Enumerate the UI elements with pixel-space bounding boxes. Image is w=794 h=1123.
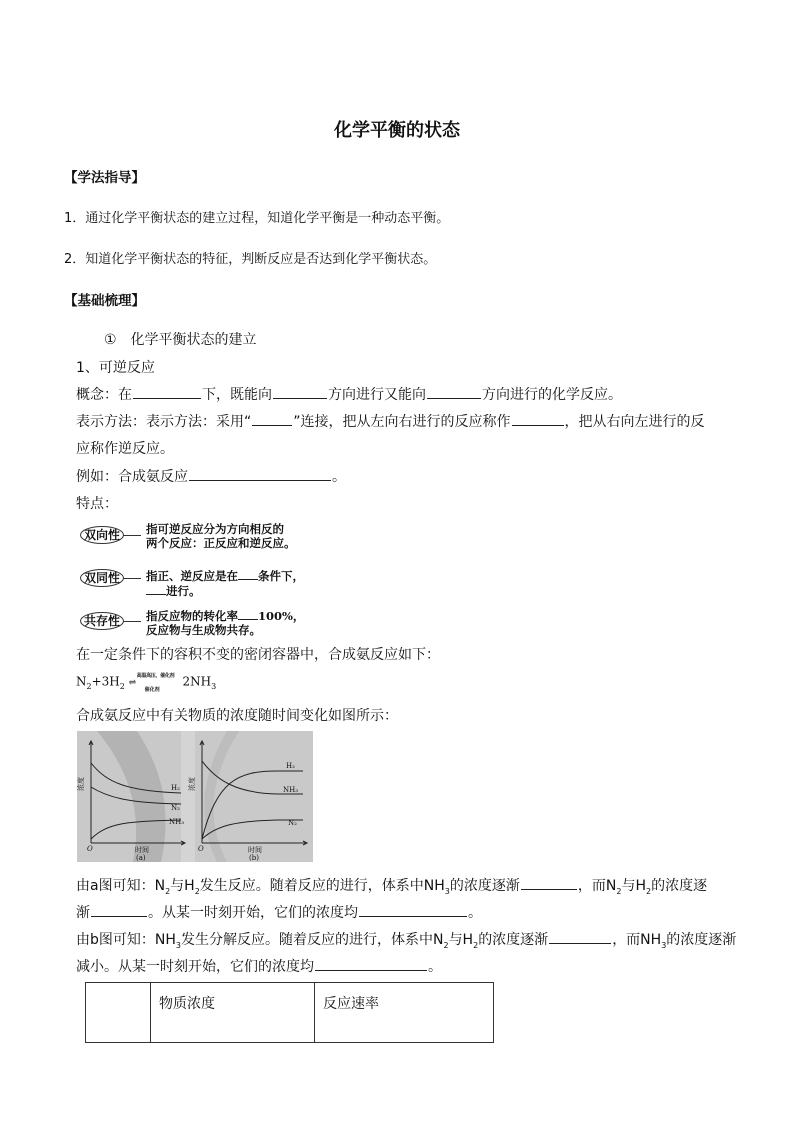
- analysis-a-line-2: 渐 。从某一时刻开始，它们的浓度均 。: [76, 902, 482, 922]
- table-header-rate: 反应速率: [315, 983, 494, 1043]
- blank: [146, 583, 166, 595]
- caption-a: (a): [136, 854, 146, 862]
- blank: [315, 956, 427, 971]
- analysis-b-line-1: 由b图可知：$NH_3$发生分解反应。随着反应的进行，体系中$N_2$与$H_2$的浓度逐渐 ，而$NH_3$的浓度逐渐: [76, 929, 736, 950]
- feature-oval-bidirectional: 双向性: [80, 526, 124, 544]
- blank: [91, 902, 147, 917]
- example-line: 例如：合成氨反应 。: [76, 466, 346, 486]
- blank: [512, 411, 564, 426]
- concentration-time-plots: [77, 731, 313, 862]
- comparison-table: [85, 982, 494, 1043]
- feature-oval-coexistence: 共存性: [80, 612, 124, 630]
- curve-label-b: N₂: [288, 819, 297, 827]
- origin-b: O: [198, 845, 204, 853]
- caption-b: (b): [249, 854, 259, 862]
- curve-label-b: NH₃: [283, 786, 299, 794]
- curve-label-b: H₂: [286, 762, 295, 770]
- curve-label-a: N₂: [171, 804, 180, 812]
- blank: [238, 608, 258, 620]
- condition-line: 在一定条件下的容积不变的密闭容器中，合成氨反应如下：: [76, 647, 440, 663]
- feature-text-same-condition: 指正、逆反应是在 条件下， 进行。: [146, 569, 304, 598]
- blank: [252, 411, 292, 426]
- connector-line: [123, 621, 141, 622]
- basics-header: 【基础梳理】: [64, 293, 145, 309]
- connector-line: [123, 578, 141, 579]
- feature-text-bidirectional: 指可逆反应分为方向相反的 两个反应：正反应和逆反应。: [146, 522, 296, 550]
- chart-intro: 合成氨反应中有关物质的浓度随时间变化如图所示：: [76, 708, 398, 724]
- blank: [549, 929, 611, 944]
- blank: [521, 875, 577, 890]
- curve-label-a: H₂: [171, 784, 180, 792]
- concentration-time-figure: [77, 731, 313, 862]
- y-label-b: 浓度: [188, 777, 196, 791]
- blank: [427, 384, 481, 399]
- background-shading: [97, 731, 166, 862]
- analysis-a-line-1: 由a图可知：$N_2$与$H_2$发生反应。随着反应的进行，体系中$NH_3$的浓度逐渐 ，而$N_2$与$H_2$的浓度逐: [76, 875, 707, 896]
- blank: [238, 568, 258, 580]
- blank: [273, 384, 327, 399]
- x-label-a: 时间: [135, 846, 149, 854]
- curve-label-a: NH₃: [169, 818, 185, 826]
- feature-oval-same-condition: 双同性: [80, 569, 124, 587]
- method-line-1: 表示方法：表示方法：采用“ ”连接，把从左向右进行的反应称作 ，把从右向左进行的反: [76, 411, 705, 431]
- analysis-b-line-2: 减小。从某一时刻开始，它们的浓度均 。: [76, 956, 442, 976]
- table-row: [86, 983, 494, 1043]
- subheading-reversible: 1、可逆反应: [76, 360, 155, 376]
- blank: [189, 466, 331, 481]
- method-line-2: 应称作逆反应。: [76, 441, 174, 457]
- table-header-concentration: 物质浓度: [151, 983, 315, 1043]
- features-label: 特点：: [76, 496, 118, 512]
- page-title: 化学平衡的状态: [334, 120, 460, 141]
- background-shading: [204, 731, 239, 862]
- y-label-a: 浓度: [77, 777, 85, 791]
- guide-item-2: 2．知道化学平衡状态的特征，判断反应是否达到化学平衡状态。: [64, 252, 437, 267]
- reversible-arrow: 高温高压、催化剂 ⇌ 催化剂: [128, 673, 175, 693]
- concept-line: 概念：在 下，既能向 方向进行又能向 方向进行的化学反应。: [76, 384, 622, 404]
- origin-a: O: [87, 845, 93, 853]
- feature-text-coexistence: 指反应物的转化率 100%， 反应物与生成物共存。: [146, 609, 305, 637]
- blank: [133, 384, 201, 399]
- connector-line: [123, 535, 141, 536]
- guide-header: 【学法指导】: [64, 170, 145, 186]
- table-cell: [86, 983, 151, 1043]
- x-label-b: 时间: [248, 846, 262, 854]
- subheading-establish: ① 化学平衡状态的建立: [104, 332, 257, 348]
- ammonia-equation: $N_2+3H_2$ 高温高压、催化剂 ⇌ 催化剂 $2NH_3$: [76, 673, 217, 693]
- guide-item-1: 1．通过化学平衡状态的建立过程，知道化学平衡是一种动态平衡。: [64, 211, 450, 226]
- equilibrium-arrow-icon: ⇌: [128, 678, 137, 688]
- blank: [359, 902, 467, 917]
